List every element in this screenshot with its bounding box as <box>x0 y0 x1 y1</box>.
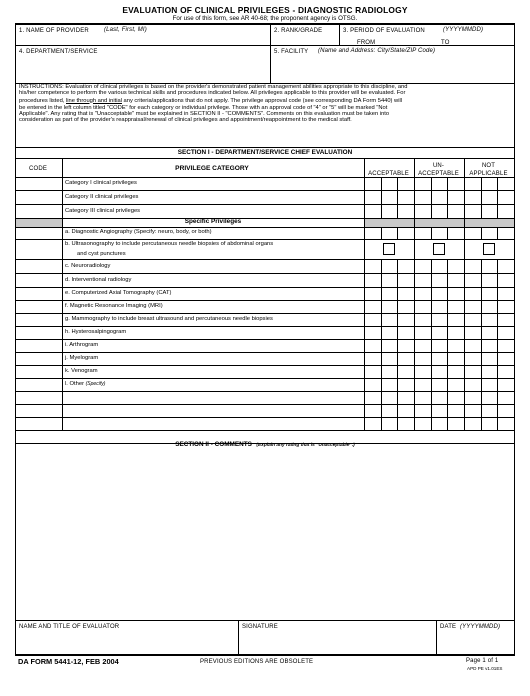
divider <box>15 417 514 418</box>
form-number: DA FORM 5441-12, FEB 2004 <box>18 657 119 666</box>
divider <box>15 430 514 431</box>
divider <box>381 227 382 239</box>
period-to-field[interactable] <box>455 34 513 45</box>
date-field[interactable] <box>437 631 513 653</box>
form-subtitle: For use of this form, see AR 40-68; the proponent agency is OTSG. <box>172 15 358 22</box>
unacceptable-header-1: UN- <box>432 163 445 169</box>
divider <box>447 259 448 430</box>
divider <box>481 177 482 218</box>
rank-label: 2. RANK/GRADE <box>274 28 323 34</box>
version-label: APD PE v1.01ES <box>467 666 503 671</box>
divider <box>15 218 514 219</box>
instructions-line: INSTRUCTIONS: Evaluation of clinical privileges is based on the provider's demonstrated patient management abilities appropriate to this discipline, and <box>19 84 408 90</box>
signature-field[interactable] <box>239 631 435 653</box>
facility-label: 5. FACILITY <box>274 49 309 55</box>
divider <box>339 23 340 45</box>
privilege-item-b: b. Ultrasonography to include percutaneous needle biopsies of abdominal organs <box>65 241 274 247</box>
instructions-line: consideration as part of the provider's reappraisal/renewal of clinical privileges and appointment/reappointment to the medical staff. <box>19 116 352 123</box>
divider <box>497 227 498 239</box>
not-applicable-header-2: APPLICABLE <box>469 171 508 177</box>
divider <box>481 227 482 239</box>
divider <box>15 378 514 379</box>
divider <box>397 259 398 430</box>
divider <box>15 273 514 274</box>
evaluator-label: NAME AND TITLE OF EVALUATOR <box>19 624 120 630</box>
code-field[interactable] <box>16 191 62 204</box>
divider <box>481 259 482 430</box>
instructions-underlined: line through and initial <box>66 97 122 104</box>
rank-grade-field[interactable] <box>271 34 338 45</box>
privilege-item-c: c. Neuroradiology <box>65 263 111 269</box>
divider <box>15 313 514 314</box>
date-hint: (YYYYMMDD) <box>460 624 501 630</box>
divider <box>62 158 63 430</box>
instructions-line: be entered in the left column titled "CODE" for each category or individual privilege. Those with an approval code of "4" or "5" will be marked "Not <box>19 105 388 112</box>
section1-title: SECTION I - DEPARTMENT/SERVICE CHIEF EVALUATION <box>177 149 353 156</box>
divider <box>15 227 514 228</box>
gray-band <box>364 218 514 227</box>
period-hint: (YYYYMMDD) <box>443 27 484 33</box>
divider <box>15 259 514 260</box>
not-applicable-header-1: NOT <box>481 163 496 169</box>
privilege-item-i: i. Arthrogram <box>65 342 99 348</box>
privilege-item-l-text: l. Other <box>65 381 85 387</box>
category-row-label: Category II clinical privileges <box>65 194 139 200</box>
section2-hint: (Explain any rating that is "Unacceptable".) <box>256 443 355 448</box>
divider <box>15 147 514 148</box>
code-field[interactable] <box>16 205 62 218</box>
divider <box>397 177 398 218</box>
category-row-label: Category III clinical privileges <box>65 208 141 214</box>
divider <box>431 177 432 218</box>
divider <box>15 326 514 327</box>
divider <box>15 204 514 205</box>
item-b-not-applicable-checkbox[interactable] <box>483 243 495 255</box>
name-label: 1. NAME OF PROVIDER <box>19 28 89 34</box>
frame-right <box>514 23 515 654</box>
comments-field[interactable] <box>16 444 514 619</box>
privilege-item-j: j. Myelogram <box>65 355 99 361</box>
frame-bottom <box>15 654 515 656</box>
divider <box>15 620 514 621</box>
code-field[interactable] <box>16 240 62 259</box>
from-label: FROM <box>357 40 376 46</box>
period-from-field[interactable] <box>380 34 435 45</box>
privilege-item-l <box>65 382 105 388</box>
facility-hint: (Name and Address: City/State/ZIP Code) <box>318 48 436 54</box>
specific-privileges-title: Specific Privileges <box>184 218 242 225</box>
divider <box>15 45 514 46</box>
privilege-item-l-hint: (Specify) <box>85 381 106 387</box>
divider <box>397 227 398 239</box>
divider <box>497 259 498 430</box>
privilege-item-d: d. Interventional radiology <box>65 277 132 283</box>
divider <box>15 365 514 366</box>
code-column-header: CODE <box>29 166 47 172</box>
code-field[interactable] <box>16 228 62 239</box>
divider <box>497 177 498 218</box>
department-label: 4. DEPARTMENT/SERVICE <box>19 49 98 55</box>
divider <box>364 158 365 430</box>
acceptable-header: ACCEPTABLE <box>368 171 409 177</box>
instructions-line: his/her competence to perform the various technical skills and procedures indicated below. All privileges applicable to this provider will be evaluated. For <box>19 89 406 96</box>
name-hint: (Last, First, MI) <box>104 27 147 33</box>
instructions <box>19 85 511 123</box>
divider <box>15 339 514 340</box>
to-label: TO <box>441 40 450 46</box>
facility-field[interactable] <box>271 55 513 83</box>
divider <box>15 239 514 240</box>
section2-title: SECTION II - COMMENTS <box>175 441 252 448</box>
page-number: Page 1 of 1 <box>466 658 499 664</box>
gray-band <box>16 218 62 227</box>
divider <box>15 404 514 405</box>
instructions-text: procedures listed, <box>19 97 65 104</box>
privilege-category-header: PRIVILEGE CATEGORY <box>175 165 249 172</box>
privilege-item-h: h. Hysterosalpingogram <box>65 329 127 335</box>
period-label: 3. PERIOD OF EVALUATION <box>343 28 425 34</box>
obsolete-notice: PREVIOUS EDITIONS ARE OBSOLETE <box>200 659 314 665</box>
instructions-line: Applicable". Any rating that is "Unacceptable" must be explained in SECTION II - "COMMENTS". Comments on this evaluation must be taken into <box>19 110 390 117</box>
divider <box>431 227 432 239</box>
privilege-item-e: e. Computerized Axial Tomography (CAT) <box>65 290 172 296</box>
privilege-item-k: k. Venogram <box>65 368 98 374</box>
item-b-unacceptable-checkbox[interactable] <box>433 243 445 255</box>
divider <box>447 177 448 218</box>
divider <box>15 352 514 353</box>
divider <box>15 158 514 159</box>
divider <box>15 300 514 301</box>
divider <box>414 158 415 430</box>
divider <box>447 227 448 239</box>
privilege-item-a: a. Diagnostic Angiography (Specify: neuro, body, or both) <box>65 229 212 235</box>
department-service-field[interactable] <box>16 55 269 83</box>
divider <box>15 177 514 178</box>
divider <box>15 190 514 191</box>
divider <box>15 391 514 392</box>
name-of-provider-field[interactable] <box>16 34 269 45</box>
privilege-item-b-cont: and cyst punctures <box>77 251 126 257</box>
unacceptable-header-2: ACCEPTABLE <box>418 171 459 177</box>
divider <box>431 259 432 430</box>
frame-top <box>15 23 514 25</box>
code-field[interactable] <box>16 178 62 190</box>
signature-label: SIGNATURE <box>242 624 278 630</box>
form-title: EVALUATION OF CLINICAL PRIVILEGES - DIAGNOSTIC RADIOLOGY <box>122 5 408 15</box>
category-row-label: Category I clinical privileges <box>65 180 137 186</box>
evaluator-name-field[interactable] <box>16 631 237 653</box>
privilege-item-g: g. Mammography to include breast ultrasound and percutaneous needle biopsies <box>65 316 273 322</box>
privilege-item-f: f. Magnetic Resonance Imaging (MRI) <box>65 303 163 309</box>
divider <box>381 177 382 218</box>
divider <box>381 259 382 430</box>
instructions-text: any criteria/applications that do not apply. The privilege approval code (see corresponding DA Form 5440) will <box>121 97 403 104</box>
item-b-acceptable-checkbox[interactable] <box>383 243 395 255</box>
date-label: DATE <box>440 624 457 630</box>
divider <box>464 158 465 430</box>
divider <box>15 287 514 288</box>
